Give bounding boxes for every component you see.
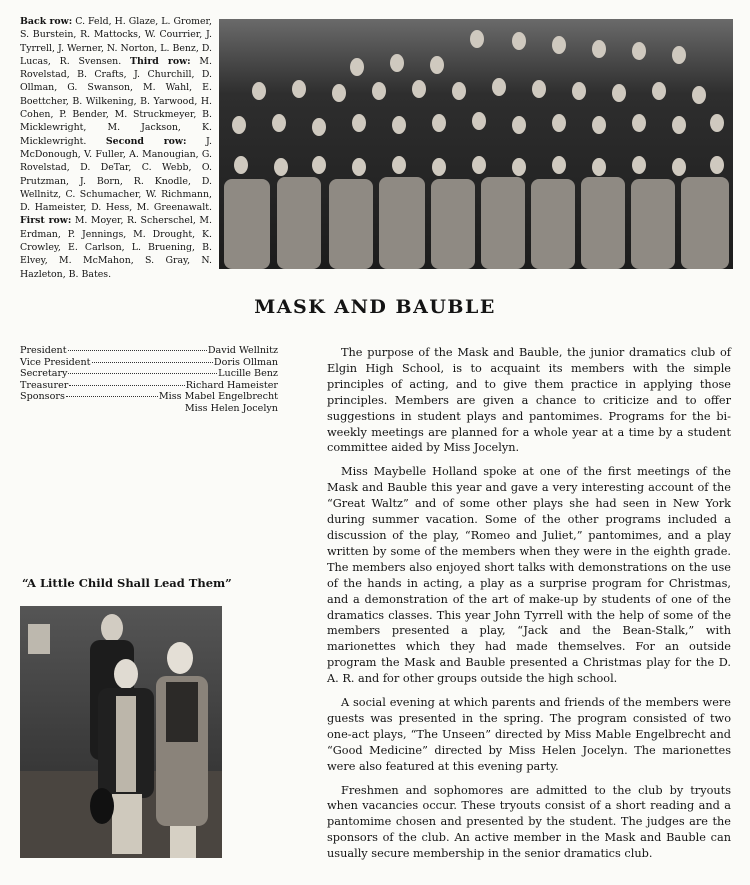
play-photo-figures (20, 606, 222, 858)
leader-dots (68, 350, 207, 351)
play-photo (20, 606, 222, 858)
roster-label-first-row: First row: (20, 215, 72, 227)
officer-role: Sponsors (20, 391, 65, 403)
paragraph: Miss Maybelle Holland spoke at one of the first meetings of the Mask and Bauble this year and gave a very interesting account of the “Great Waltz” and of some other plays she had seen in New York during summer vacation. Some of the other programs included a discussion of the play, “Romeo and Juliet,” pantomimes, and a play written by some of the members when they were in the eighth grade. The members also enjoyed short talks with demonstrations on the use of the hands in acting, a play as a surprise program for Christmas, and a demonstration of the art of make-up by students of one of the dramatics classes. This year John Tyrrell with the help of some of the members presented a play, “Jack and the Bean-Stalk,” with marionettes which they had made themselves. For an outside program the Mask and Bauble presented a Christmas play for the D. A. R. and for other groups outside the high school. (327, 465, 731, 686)
officer-row-president (20, 345, 278, 357)
roster-label-back-row: Back row: (20, 16, 73, 27)
officer-role: Secretary (20, 368, 68, 380)
article-body (327, 345, 731, 870)
roster-label-third-row: Third row: (129, 55, 191, 67)
officer-role: Treasurer (20, 379, 69, 391)
officer-name: Miss Mabel Engelbrecht (158, 391, 278, 403)
officer-row-secretary (20, 368, 278, 380)
group-photo-figures (219, 19, 733, 269)
leader-dots (92, 362, 213, 363)
officer-row-treasurer (20, 380, 278, 392)
group-photo (219, 19, 733, 269)
officer-name: Richard Hameister (185, 379, 278, 391)
paragraph: Freshmen and sophomores are admitted to the club by tryouts when vacancies occur. These tryouts consist of a short reading and a pantomime chosen and presented by the student. The judges are the sponsors of the club. An active member in the Mask and Bauble can usually secure membership in the senior dramatics club. (327, 783, 731, 861)
officer-row-vice-president (20, 357, 278, 369)
roster-label-second-row: Second row: (105, 135, 187, 147)
officer-role: Vice President (20, 356, 91, 368)
roster-names-first-row: M. Moyer, R. Scherschel, M. Erdman, P. Jennings, M. Drought, K. Crowley, E. Carlson, L. Bruening, B. Elvey, M. McMahon, S. Gray, N. Hazleton, B. Bates. (20, 215, 212, 280)
page-title: MASK AND BAUBLE (254, 296, 496, 318)
leader-dots (69, 385, 184, 386)
officer-row-sponsors (20, 391, 278, 403)
roster-names-second-row: J. McDonough, V. Fuller, A. Manougian, G. Rovelstad, D. DeTar, C. Webb, O. Prutzman, J. Born, R. Knodle, D. Wellnitz, C. Schumacher, W. Richmann, D. Hameister, D. Hess, M. Greenawalt. (20, 135, 212, 214)
officer-name: Doris Ollman (213, 356, 278, 368)
paragraph: A social evening at which parents and friends of the members were guests was presented in the spring. The program consisted of two one-act plays, “The Unseen” directed by Miss Mable Engelbrecht and “Good Medicine” directed by Miss Helen Jocelyn. The marionettes were also featured at this evening party. (327, 696, 731, 773)
roster-names-back-row: C. Feld, H. Glaze, L. Gromer, S. Burstein, R. Mattocks, W. Courrier, J. Tyrrell, J. Werner, N. Norton, L. Benz, D. Lucas, R. Svensen. (20, 16, 212, 67)
officers-list (20, 345, 278, 415)
officer-sponsor-second: Miss Helen Jocelyn (184, 402, 278, 414)
leader-dots (68, 373, 217, 374)
officer-role: President (20, 345, 67, 356)
officer-name: Lucille Benz (218, 368, 278, 380)
roster-names-third-row: M. Rovelstad, B. Crafts, J. Churchill, D. Ollman, G. Swanson, M. Wahl, E. Boettcher, B. Wilkening, B. Yarwood, H. Cohen, P. Bender, M. Struckmeyer, B. Micklewright, M. Jackson, K. Micklewright. (20, 55, 213, 147)
photo-caption: “A Little Child Shall Lead Them” (22, 576, 232, 590)
leader-dots (66, 396, 158, 397)
group-photo-roster (20, 15, 212, 281)
officer-name: David Wellnitz (207, 345, 278, 356)
paragraph: The purpose of the Mask and Bauble, the junior dramatics club of Elgin High School, is to acquaint its members with the simple principles of acting, and to give them practice in applying those principles. Members are given a chance to criticize and to offer suggestions in student plays and pantomimes. Programs for the bi-weekly meetings are planned for a whole year at a time by a student committee aided by Miss Jocelyn. (327, 346, 731, 455)
